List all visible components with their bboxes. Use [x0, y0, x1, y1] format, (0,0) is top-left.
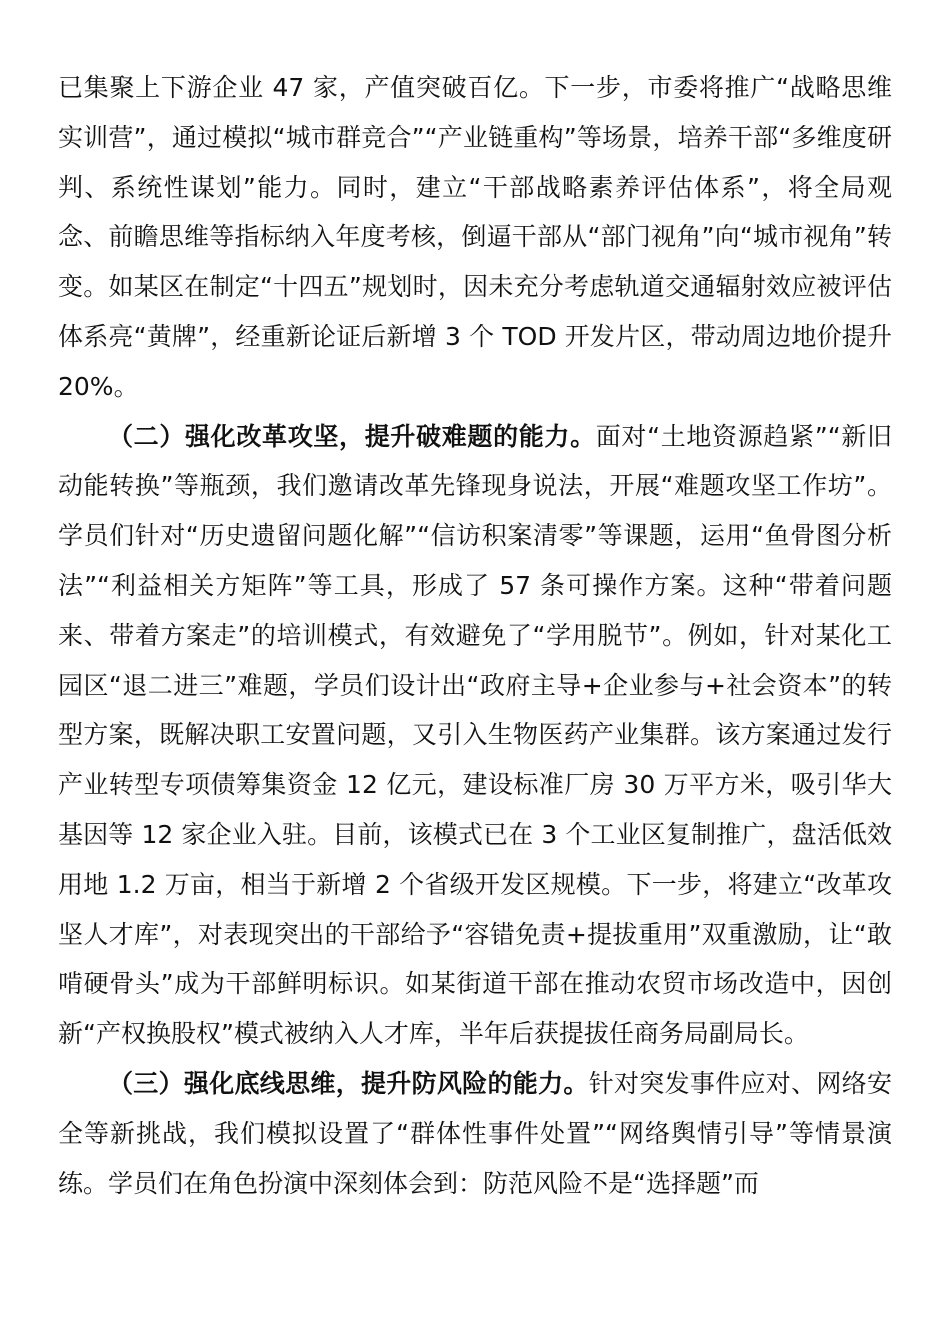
document-page: [58, 63, 892, 1208]
paragraph-text: 针对突发事件应对、网络安全等新挑战，我们模拟设置了“群体性事件处置”“网络舆情引导”等情景演练。学员们在角色扮演中深刻体会到：防范风险不是“选择题”而: [58, 1068, 892, 1198]
paragraph-text: 面对“土地资源趋紧”“新旧动能转换”等瓶颈，我们邀请改革先锋现身说法，开展“难题攻坚工作坊”。学员们针对“历史遗留问题化解”“信访积案清零”等课题，运用“鱼骨图分析法”“利益相关方矩阵”等工具，形成了 57 条可操作方案。这种“带着问题来、带着方案走”的培训模式，有效避免了“学用脱节”。例如，针对某化工园区“退二进三”难题，学员们设计出“政府主导+企业参与+社会资本”的转型方案，既解决职工安置问题，又引入生物医药产业集群。该方案通过发行产业转型专项债筹集资金 12 亿元，建设标准厂房 30 万平方米，吸引华大基因等 12 家企业入驻。目前，该模式已在 3 个工业区复制推广，盘活低效用地 1.2 万亩，相当于新增 2 个省级开发区规模。下一步，将建立“改革攻坚人才库”，对表现突出的干部给予“容错免责+提拔重用”双重激励，让“敢啃硬骨头”成为干部鲜明标识。如某街道干部在推动农贸市场改造中，因创新“产权换股权”模式被纳入人才库，半年后获提拔任商务局副局长。: [58, 421, 892, 1049]
paragraph-reform: [58, 412, 892, 1059]
paragraph-continued: [58, 63, 892, 412]
paragraph-risk: [58, 1059, 892, 1208]
section-heading-risk: （三）强化底线思维，提升防风险的能力。: [108, 1068, 589, 1098]
paragraph-text: 已集聚上下游企业 47 家，产值突破百亿。下一步，市委将推广“战略思维实训营”，通过模拟“城市群竞合”“产业链重构”等场景，培养干部“多维度研判、系统性谋划”能力。同时，建立“干部战略素养评估体系”，将全局观念、前瞻思维等指标纳入年度考核，倒逼干部从“部门视角”向“城市视角”转变。如某区在制定“十四五”规划时，因未充分考虑轨道交通辐射效应被评估体系亮“黄牌”，经重新论证后新增 3 个 TOD 开发片区，带动周边地价提升 20%。: [58, 73, 892, 401]
section-heading-reform: （二）强化改革攻坚，提升破难题的能力。: [108, 421, 596, 451]
